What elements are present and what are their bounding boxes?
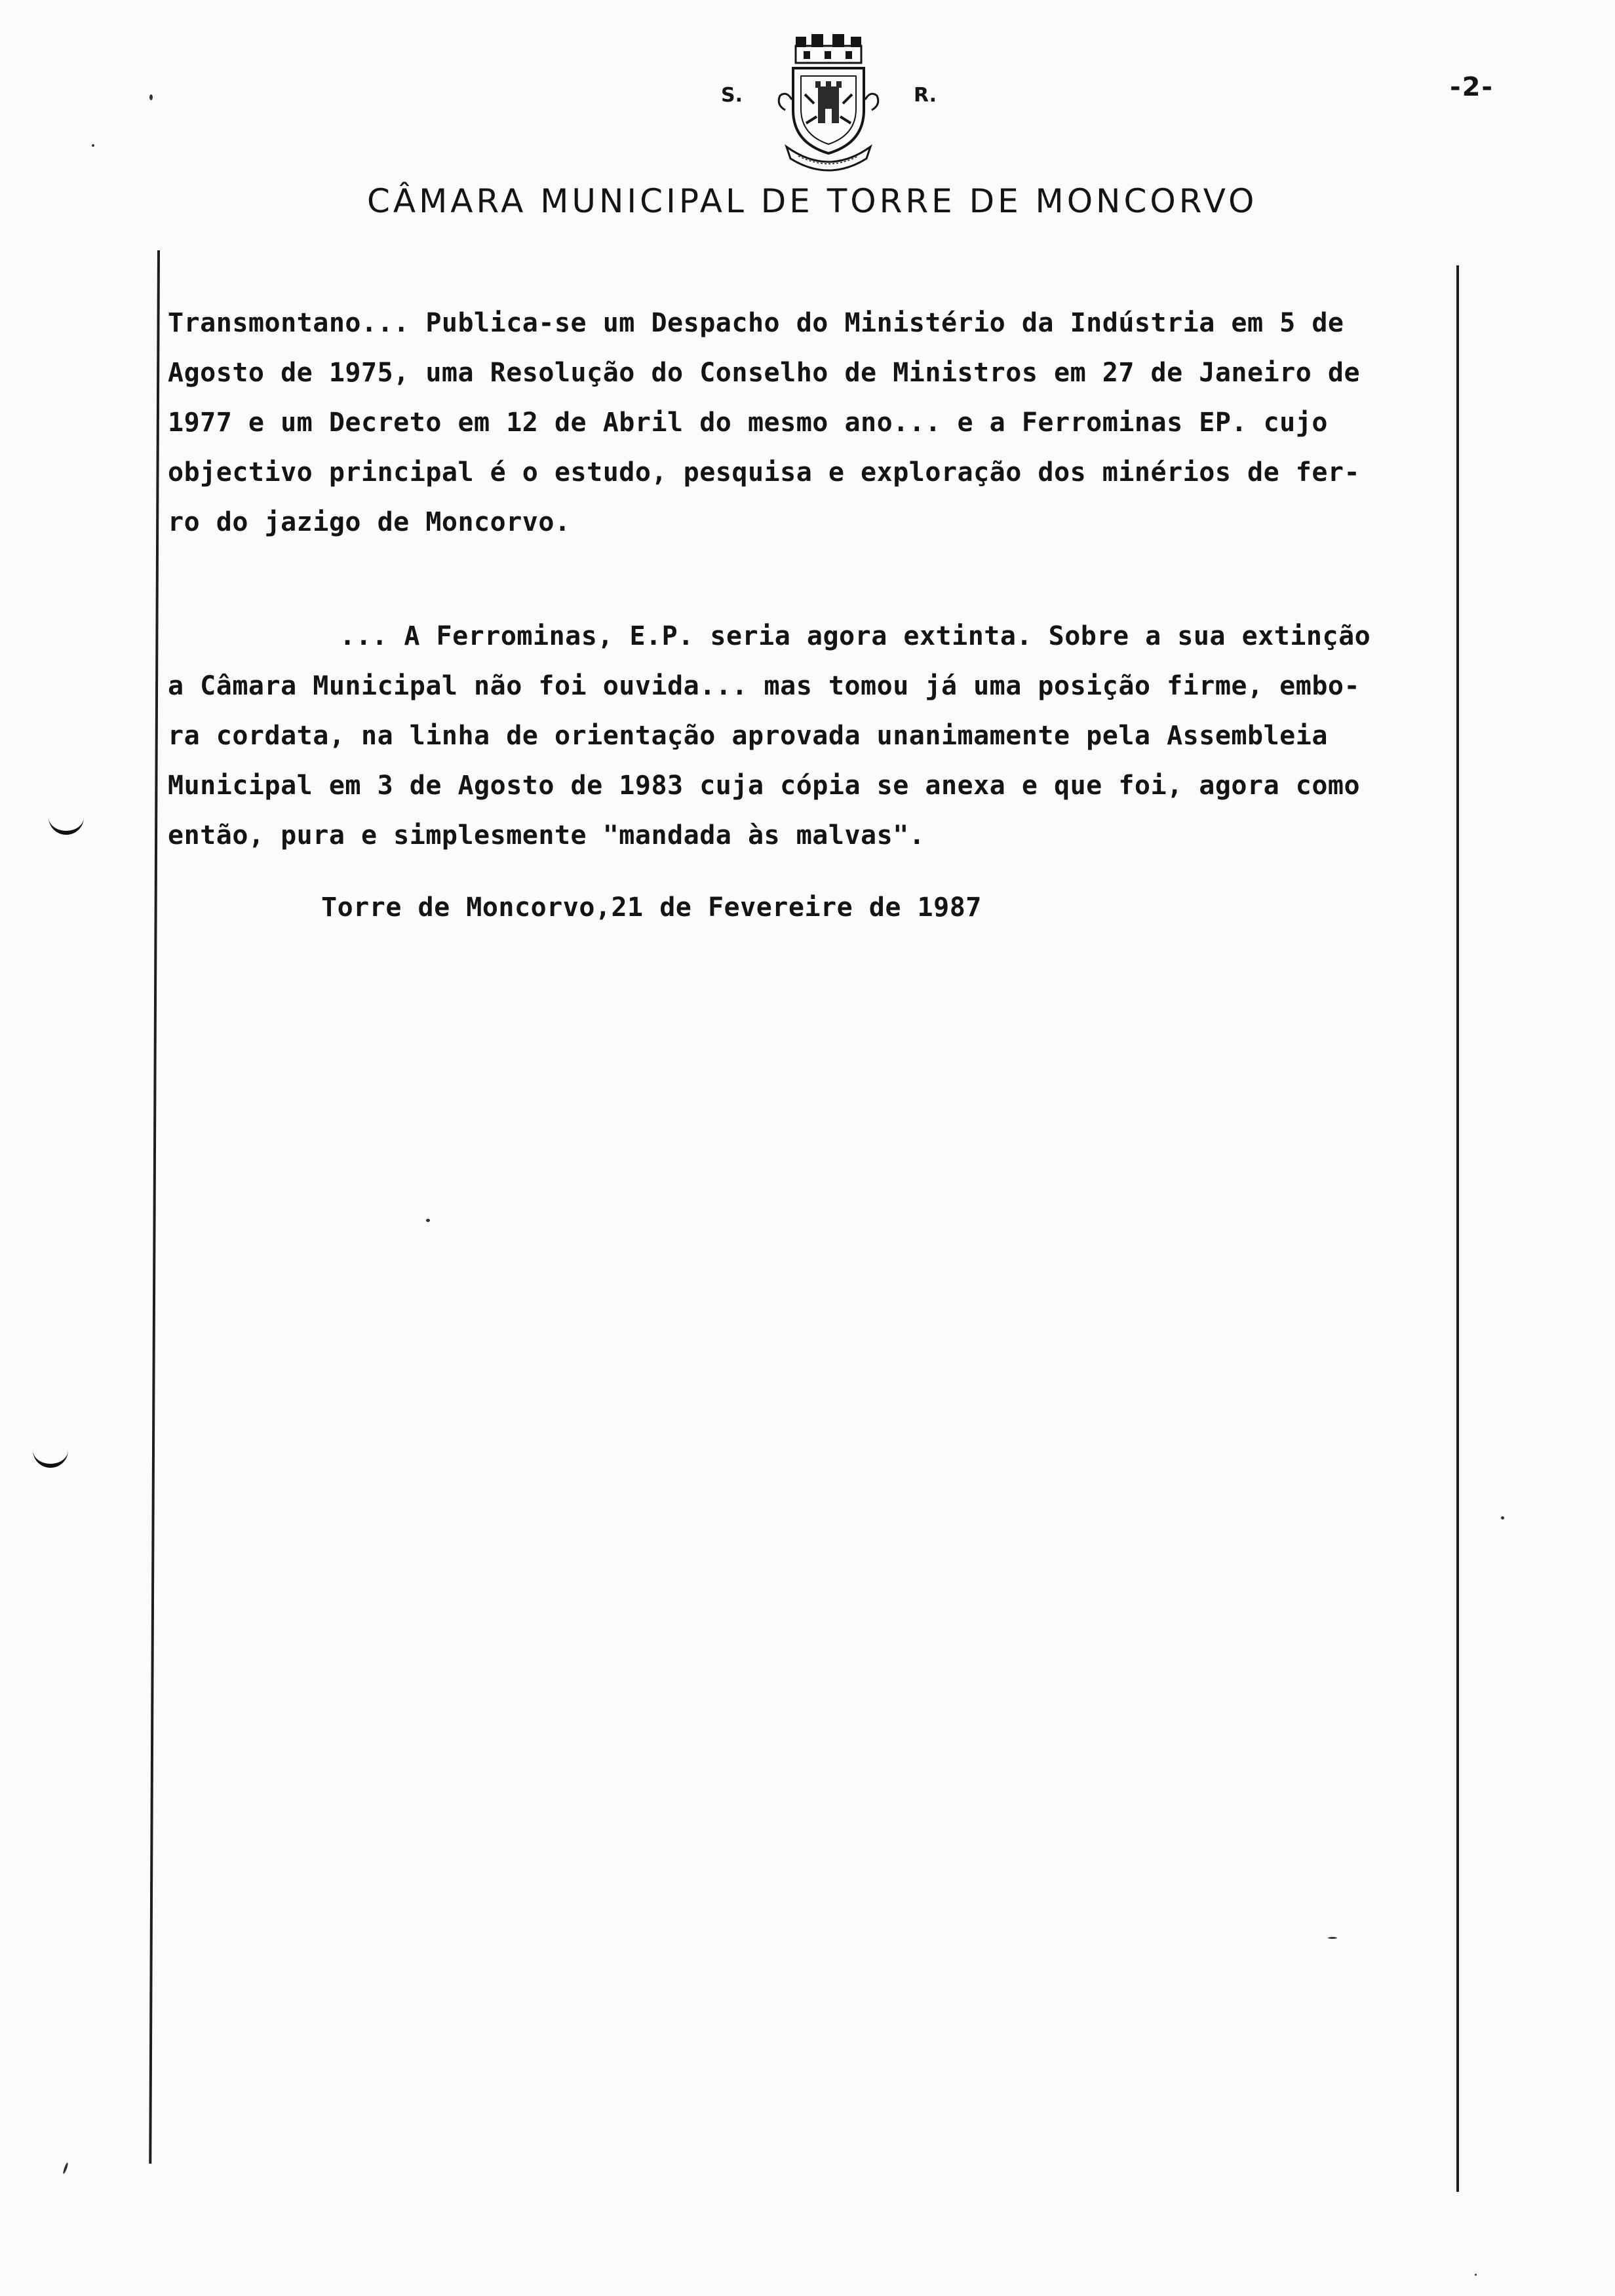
body-line: Municipal em 3 de Agosto de 1983 cuja cópia se anexa e que foi, agora como [168, 771, 1361, 801]
scan-speck [426, 1219, 430, 1222]
body-line: 1977 e um Decreto em 12 de Abril do mesmo ano... e a Ferrominas EP. cujo [168, 408, 1328, 438]
scan-speck [1328, 1937, 1337, 1939]
body-line: a Câmara Municipal não foi ouvida... mas tomou já uma posição firme, embo- [168, 671, 1361, 701]
scan-speck [1475, 2274, 1477, 2276]
right-frame-line [1456, 265, 1459, 2192]
scan-speck [92, 144, 94, 147]
place-and-date: Torre de Moncorvo,21 de Fevereire de 1987 [321, 892, 982, 923]
body-line: então, pura e simplesmente "mandada às malvas". [168, 820, 925, 851]
body-line: objectivo principal é o estudo, pesquisa e exploração dos minérios de fer- [168, 457, 1361, 488]
body-line: ro do jazigo de Moncorvo. [168, 507, 571, 537]
body-line: Agosto de 1975, uma Resolução do Conselho de Ministros em 27 de Janeiro de [168, 358, 1361, 388]
binder-hole-mark [33, 1444, 68, 1468]
letterhead-title: CÂMARA MUNICIPAL DE TORRE DE MONCORVO [367, 182, 1258, 220]
body-line: ra cordata, na linha de orientação aprovada unanimamente pela Assembleia [168, 721, 1328, 751]
binder-hole-mark [49, 811, 84, 835]
seal-left-label: S. [721, 84, 743, 107]
scan-speck [62, 2162, 69, 2174]
body-line: Transmontano... Publica-se um Despacho do Ministério da Indústria em 5 de [168, 308, 1344, 338]
page-number: -2- [1450, 72, 1494, 102]
coat-of-arms-icon [767, 31, 890, 173]
left-frame-line [149, 250, 160, 2164]
scan-speck [149, 94, 153, 100]
scan-speck [1501, 1516, 1504, 1520]
seal-right-label: R. [914, 84, 937, 107]
body-line: ... A Ferrominas, E.P. seria agora extinta. Sobre a sua extinção [340, 621, 1371, 651]
